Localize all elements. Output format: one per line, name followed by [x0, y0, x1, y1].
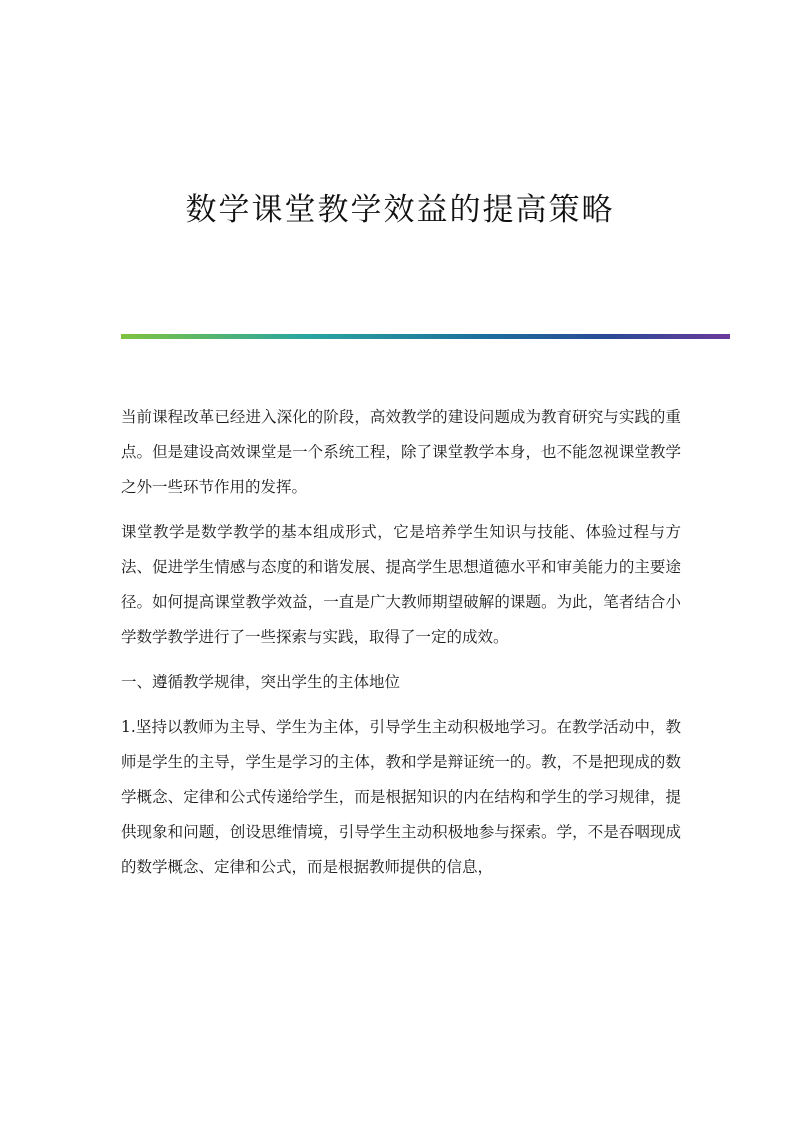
- title-divider: [121, 334, 730, 339]
- document-title: 数学课堂教学效益的提高策略: [185, 192, 615, 228]
- section-heading: 一、遵循教学规律，突出学生的主体地位: [121, 673, 401, 691]
- paragraph-intro: 当前课程改革已经进入深化的阶段，高效教学的建设问题成为教育研究与实践的重点。但是建设高效课堂是一个系统工程，除了课堂教学本身，也不能忽视课堂教学之外一些环节作用的发挥。: [121, 408, 681, 496]
- paragraph-section-1: 1.坚持以教师为主导、学生为主体，引导学生主动积极地学习。在教学活动中，教师是学生的主导，学生是学习的主体，教和学是辩证统一的。教，不是把现成的数学概念、定律和公式传递给学生，而是根据知识的内在结构和学生的学习规律，提供现象和问题，创设思维情境，引导学生主动积极地参与探索。学，不是吞咽现成的数学概念、定律和公式，而是根据教师提供的信息，: [121, 718, 681, 876]
- paragraph-classroom-teaching: 课堂教学是数学教学的基本组成形式，它是培养学生知识与技能、体验过程与方法、促进学生情感与态度的和谐发展、提高学生思想道德水平和审美能力的主要途径。如何提高课堂教学效益，一直是广大教师期望破解的课题。为此，笔者结合小学数学教学进行了一些探索与实践，取得了一定的成效。: [121, 523, 681, 646]
- document-body: [121, 400, 681, 895]
